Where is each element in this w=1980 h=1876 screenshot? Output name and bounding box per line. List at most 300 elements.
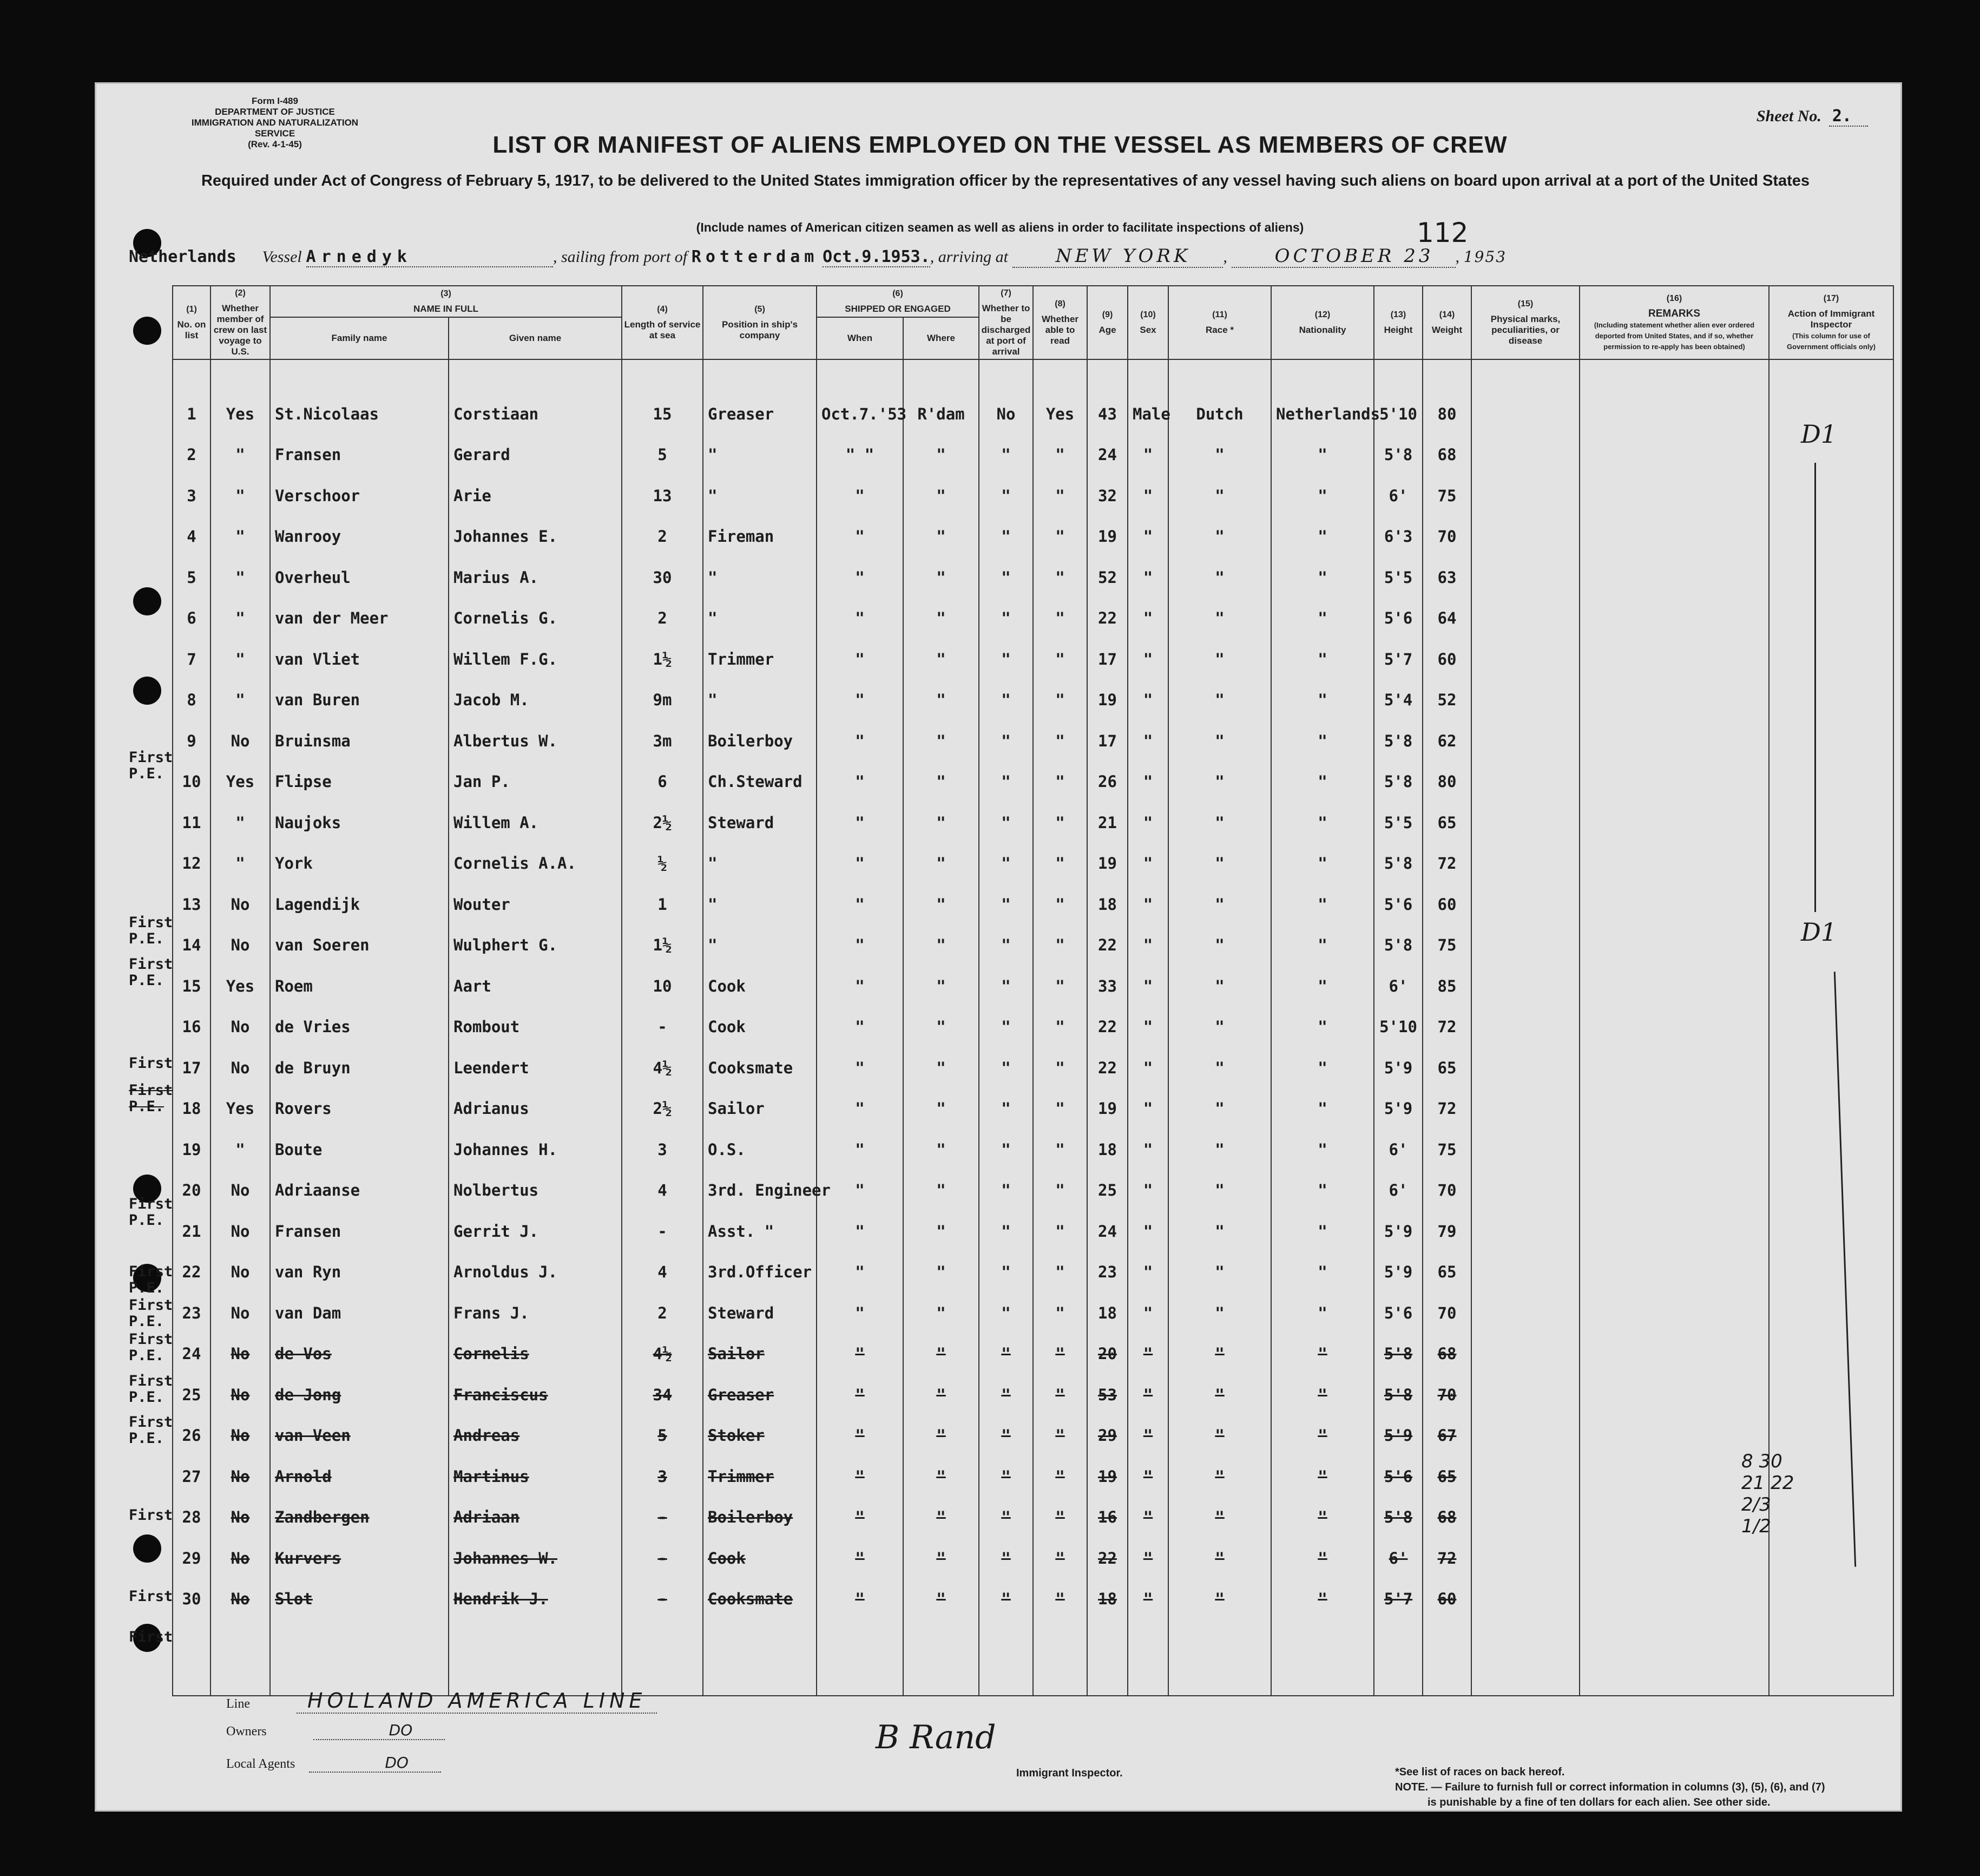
cell-family: van Dam: [270, 1293, 449, 1334]
cell-prev: No: [211, 1170, 270, 1211]
cell-weight: 75: [1423, 925, 1471, 966]
cell-remarks: [1580, 1211, 1769, 1252]
cell-when: ": [817, 639, 903, 680]
cell-sex: ": [1128, 1334, 1168, 1375]
cell-position: Cooksmate: [703, 1047, 817, 1088]
table-row: [173, 557, 1893, 598]
table-row: [173, 435, 1893, 476]
cell-service: 3: [622, 1456, 703, 1497]
margin-note-row-22: First P.E.: [129, 1297, 173, 1330]
cell-position: Boilerboy: [703, 1497, 817, 1538]
manifest-sheet: [95, 82, 1902, 1812]
cell-weight: 85: [1423, 966, 1471, 1007]
cell-weight: 65: [1423, 1047, 1471, 1088]
cell-service: 5: [622, 1415, 703, 1457]
cell-service: 1½: [622, 639, 703, 680]
table-row: [173, 1088, 1893, 1130]
cell-weight: 70: [1423, 516, 1471, 557]
line-label: Line: [226, 1697, 250, 1711]
cell-where: ": [903, 966, 979, 1007]
cell-no: 6: [173, 598, 211, 639]
cell-prev: ": [211, 598, 270, 639]
cell-prev: No: [211, 1211, 270, 1252]
cell-race: ": [1168, 1579, 1271, 1620]
form-revision: (Rev. 4-1-45): [248, 139, 302, 149]
cell-family: Naujoks: [270, 802, 449, 843]
cell-sex: ": [1128, 639, 1168, 680]
cell-family: Roem: [270, 966, 449, 1007]
cell-remarks: [1580, 1538, 1769, 1579]
cell-weight: 67: [1423, 1415, 1471, 1457]
cell-where: ": [903, 1293, 979, 1334]
cell-read: ": [1033, 475, 1087, 516]
cell-discharged: ": [979, 598, 1033, 639]
cell-given: Jan P.: [449, 762, 622, 803]
cell-prev: No: [211, 1047, 270, 1088]
cell-no: 8: [173, 680, 211, 721]
cell-family: Wanrooy: [270, 516, 449, 557]
cell-nationality: ": [1271, 1007, 1374, 1048]
inspector-signature: B Rand: [876, 1718, 996, 1756]
cell-remarks: [1580, 516, 1769, 557]
cell-no: 20: [173, 1170, 211, 1211]
page-subtitle: Required under Act of Congress of February 5, 1917, to be delivered to the United States immigration officer by the representatives of any vessel having such aliens on board upon arrival at a port of the United States: [201, 172, 1810, 189]
cell-sex: ": [1128, 435, 1168, 476]
cell-service: 6: [622, 762, 703, 803]
cell-no: 21: [173, 1211, 211, 1252]
cell-family: Boute: [270, 1129, 449, 1170]
cell-sex: ": [1128, 1211, 1168, 1252]
cell-action: [1769, 1252, 1893, 1293]
cell-sex: ": [1128, 884, 1168, 925]
cell-service: -: [622, 1579, 703, 1620]
cell-read: ": [1033, 843, 1087, 884]
table-row: [173, 1211, 1893, 1252]
cell-when: ": [817, 1293, 903, 1334]
cell-remarks: [1580, 1129, 1769, 1170]
cell-when: ": [817, 762, 903, 803]
cell-position: Cook: [703, 1007, 817, 1048]
table-row: [173, 843, 1893, 884]
cell-discharged: ": [979, 435, 1033, 476]
header-where: Where: [903, 317, 979, 359]
header-when: When: [817, 317, 903, 359]
cell-given: Johannes W.: [449, 1538, 622, 1579]
cell-physical: [1471, 516, 1580, 557]
cell-discharged: ": [979, 802, 1033, 843]
cell-service: -: [622, 1007, 703, 1048]
cell-where: ": [903, 435, 979, 476]
cell-race: ": [1168, 1374, 1271, 1415]
cell-given: Willem A.: [449, 802, 622, 843]
cell-prev: No: [211, 925, 270, 966]
cell-height: 5'9: [1374, 1252, 1423, 1293]
cell-position: Cooksmate: [703, 1579, 817, 1620]
cell-age: 43: [1087, 393, 1128, 435]
cell-discharged: ": [979, 1007, 1033, 1048]
cell-read: ": [1033, 802, 1087, 843]
subtitle-note: (Include names of American citizen seamen as well as aliens in order to facilitate inspections of aliens): [696, 220, 1304, 234]
cell-read: ": [1033, 557, 1087, 598]
cell-sex: ": [1128, 1293, 1168, 1334]
cell-nationality: ": [1271, 639, 1374, 680]
cell-service: 4: [622, 1170, 703, 1211]
header-given-name: Given name: [449, 317, 622, 359]
cell-no: 16: [173, 1007, 211, 1048]
cell-action: [1769, 1211, 1893, 1252]
cell-discharged: ": [979, 1538, 1033, 1579]
cell-service: 3m: [622, 720, 703, 762]
cell-read: ": [1033, 435, 1087, 476]
cell-age: 18: [1087, 884, 1128, 925]
cell-remarks: [1580, 1374, 1769, 1415]
cell-age: 19: [1087, 843, 1128, 884]
cell-discharged: ": [979, 1293, 1033, 1334]
cell-where: ": [903, 925, 979, 966]
cell-remarks: [1580, 762, 1769, 803]
cell-read: Yes: [1033, 393, 1087, 435]
cell-race: ": [1168, 1007, 1271, 1048]
cell-height: 5'10: [1374, 393, 1423, 435]
cell-no: 28: [173, 1497, 211, 1538]
cell-service: -: [622, 1538, 703, 1579]
cell-discharged: ": [979, 966, 1033, 1007]
arrival-date: OCTOBER 23: [1232, 245, 1456, 268]
cell-given: Johannes E.: [449, 516, 622, 557]
cell-remarks: [1580, 802, 1769, 843]
header-name-in-full: (3) NAME IN FULL: [270, 286, 622, 317]
cell-race: ": [1168, 598, 1271, 639]
cell-race: ": [1168, 1293, 1271, 1334]
cell-family: Fransen: [270, 435, 449, 476]
cell-sex: ": [1128, 1415, 1168, 1457]
cell-discharged: ": [979, 639, 1033, 680]
cell-service: 2½: [622, 802, 703, 843]
cell-weight: 62: [1423, 720, 1471, 762]
cell-family: de Bruyn: [270, 1047, 449, 1088]
cell-when: " ": [817, 435, 903, 476]
cell-height: 6': [1374, 475, 1423, 516]
cell-sex: ": [1128, 802, 1168, 843]
cell-remarks: [1580, 1047, 1769, 1088]
cell-remarks: [1580, 1415, 1769, 1457]
cell-physical: [1471, 598, 1580, 639]
cell-prev: No: [211, 884, 270, 925]
cell-read: ": [1033, 884, 1087, 925]
cell-family: Adriaanse: [270, 1170, 449, 1211]
cell-nationality: ": [1271, 1415, 1374, 1457]
cell-position: Greaser: [703, 393, 817, 435]
cell-given: Rombout: [449, 1007, 622, 1048]
cell-no: 3: [173, 475, 211, 516]
cell-position: Trimmer: [703, 1456, 817, 1497]
cell-action: [1769, 1334, 1893, 1375]
cell-sex: ": [1128, 1047, 1168, 1088]
races-note: *See list of races on back hereof.: [1395, 1766, 1565, 1778]
cell-given: Wulphert G.: [449, 925, 622, 966]
cell-action: [1769, 1007, 1893, 1048]
cell-prev: ": [211, 843, 270, 884]
cell-given: Frans J.: [449, 1293, 622, 1334]
cell-when: ": [817, 1579, 903, 1620]
cell-given: Albertus W.: [449, 720, 622, 762]
margin-note-row-20: First P.E.: [129, 1196, 173, 1229]
sheet-number-label: Sheet No.: [1756, 107, 1821, 125]
cell-position: Fireman: [703, 516, 817, 557]
cell-height: 6': [1374, 966, 1423, 1007]
cell-race: ": [1168, 1334, 1271, 1375]
cell-action: [1769, 1415, 1893, 1457]
header-physical-marks: (15) Physical marks, peculiarities, or disease: [1471, 286, 1580, 359]
cell-service: ½: [622, 843, 703, 884]
cell-discharged: ": [979, 843, 1033, 884]
cell-position: Trimmer: [703, 639, 817, 680]
cell-when: ": [817, 1538, 903, 1579]
cell-given: Gerrit J.: [449, 1211, 622, 1252]
cell-physical: [1471, 1088, 1580, 1130]
cell-remarks: [1580, 1334, 1769, 1375]
cell-discharged: ": [979, 1170, 1033, 1211]
cell-sex: ": [1128, 516, 1168, 557]
cell-read: ": [1033, 925, 1087, 966]
cell-when: ": [817, 1456, 903, 1497]
cell-height: 6': [1374, 1170, 1423, 1211]
cell-prev: ": [211, 802, 270, 843]
cell-sex: Male: [1128, 393, 1168, 435]
cell-read: ": [1033, 1129, 1087, 1170]
cell-sex: ": [1128, 1007, 1168, 1048]
cell-weight: 72: [1423, 1538, 1471, 1579]
cell-where: ": [903, 720, 979, 762]
cell-physical: [1471, 843, 1580, 884]
cell-race: ": [1168, 1211, 1271, 1252]
cell-where: ": [903, 1170, 979, 1211]
manifest-number: 112: [1417, 217, 1469, 248]
cell-discharged: ": [979, 1415, 1033, 1457]
cell-where: ": [903, 1538, 979, 1579]
cell-no: 12: [173, 843, 211, 884]
cell-age: 18: [1087, 1293, 1128, 1334]
cell-service: 2: [622, 598, 703, 639]
cell-physical: [1471, 1293, 1580, 1334]
cell-discharged: ": [979, 762, 1033, 803]
header-weight: (14) Weight: [1423, 286, 1471, 359]
cell-height: 5'8: [1374, 1374, 1423, 1415]
cell-action: [1769, 1047, 1893, 1088]
punch-hole: [133, 1534, 161, 1563]
cell-when: ": [817, 1047, 903, 1088]
cell-service: 34: [622, 1374, 703, 1415]
cell-prev: Yes: [211, 966, 270, 1007]
cell-when: ": [817, 1088, 903, 1130]
cell-position: 3rd.Officer: [703, 1252, 817, 1293]
cell-nationality: ": [1271, 762, 1374, 803]
cell-age: 20: [1087, 1334, 1128, 1375]
cell-action: [1769, 843, 1893, 884]
cell-physical: [1471, 1170, 1580, 1211]
cell-physical: [1471, 1538, 1580, 1579]
cell-physical: [1471, 393, 1580, 435]
cell-position: ": [703, 557, 817, 598]
cell-height: 5'8: [1374, 843, 1423, 884]
cell-where: ": [903, 1047, 979, 1088]
cell-weight: 80: [1423, 762, 1471, 803]
vessel-name: Arnedyk: [306, 247, 553, 267]
cell-no: 9: [173, 720, 211, 762]
cell-race: ": [1168, 1047, 1271, 1088]
cell-service: 13: [622, 475, 703, 516]
cell-where: ": [903, 802, 979, 843]
cell-physical: [1471, 1047, 1580, 1088]
cell-no: 27: [173, 1456, 211, 1497]
vessel-flag: Netherlands: [129, 247, 236, 266]
cell-read: ": [1033, 1293, 1087, 1334]
cell-age: 19: [1087, 516, 1128, 557]
cell-position: ": [703, 475, 817, 516]
cell-sex: ": [1128, 1579, 1168, 1620]
cell-family: Flipse: [270, 762, 449, 803]
cell-sex: ": [1128, 475, 1168, 516]
cell-read: ": [1033, 1497, 1087, 1538]
cell-prev: ": [211, 557, 270, 598]
vessel-label: Vessel: [262, 248, 302, 266]
cell-where: ": [903, 1211, 979, 1252]
cell-race: ": [1168, 966, 1271, 1007]
cell-action: [1769, 680, 1893, 721]
cell-nationality: ": [1271, 1334, 1374, 1375]
cell-age: 23: [1087, 1252, 1128, 1293]
cell-when: ": [817, 1211, 903, 1252]
cell-where: ": [903, 1252, 979, 1293]
cell-action: [1769, 802, 1893, 843]
cell-height: 5'6: [1374, 1293, 1423, 1334]
cell-physical: [1471, 1497, 1580, 1538]
cell-when: ": [817, 1415, 903, 1457]
cell-no: 17: [173, 1047, 211, 1088]
cell-age: 18: [1087, 1579, 1128, 1620]
table-row: [173, 1415, 1893, 1457]
cell-when: ": [817, 557, 903, 598]
header-list-number: (1) No. on list: [173, 286, 211, 359]
cell-race: ": [1168, 475, 1271, 516]
table-row: [173, 1497, 1893, 1538]
cell-age: 29: [1087, 1415, 1128, 1457]
cell-prev: ": [211, 680, 270, 721]
footer-notes: [1395, 1765, 1882, 1810]
cell-height: 5'9: [1374, 1211, 1423, 1252]
cell-position: Sailor: [703, 1088, 817, 1130]
cell-sex: ": [1128, 762, 1168, 803]
cell-physical: [1471, 802, 1580, 843]
cell-race: ": [1168, 884, 1271, 925]
margin-note-row-21: First P.E.: [129, 1263, 173, 1296]
cell-given: Franciscus: [449, 1374, 622, 1415]
cell-discharged: ": [979, 1252, 1033, 1293]
cell-position: ": [703, 435, 817, 476]
table-row: [173, 1170, 1893, 1211]
department-name: DEPARTMENT OF JUSTICE: [215, 107, 335, 117]
margin-note-row-17: First P.E.: [129, 1082, 173, 1115]
punch-hole: [133, 317, 161, 345]
cell-prev: No: [211, 1415, 270, 1457]
cell-nationality: ": [1271, 1497, 1374, 1538]
margin-note-row-27: First: [129, 1507, 173, 1524]
cell-position: Cook: [703, 966, 817, 1007]
header-age: (9) Age: [1087, 286, 1128, 359]
table-row: [173, 762, 1893, 803]
inspector-label: Immigrant Inspector.: [1016, 1767, 1123, 1779]
cell-height: 5'9: [1374, 1047, 1423, 1088]
arrival-port: NEW YORK: [1012, 245, 1223, 268]
cell-weight: 72: [1423, 1088, 1471, 1130]
cell-prev: No: [211, 1007, 270, 1048]
cell-weight: 79: [1423, 1211, 1471, 1252]
cell-sex: ": [1128, 966, 1168, 1007]
cell-height: 6': [1374, 1538, 1423, 1579]
cell-read: ": [1033, 680, 1087, 721]
cell-height: 6'3: [1374, 516, 1423, 557]
cell-prev: No: [211, 1538, 270, 1579]
cell-nationality: ": [1271, 1170, 1374, 1211]
cell-weight: 68: [1423, 1497, 1471, 1538]
cell-position: Ch.Steward: [703, 762, 817, 803]
margin-note-row-13: First P.E.: [129, 914, 173, 947]
cell-family: van Ryn: [270, 1252, 449, 1293]
margin-note-row-29: First: [129, 1588, 173, 1605]
cell-given: Jacob M.: [449, 680, 622, 721]
cell-family: de Vries: [270, 1007, 449, 1048]
cell-when: ": [817, 1374, 903, 1415]
punch-hole: [133, 677, 161, 705]
cell-read: ": [1033, 516, 1087, 557]
cell-prev: No: [211, 1456, 270, 1497]
cell-nationality: ": [1271, 1129, 1374, 1170]
cell-service: 15: [622, 393, 703, 435]
cell-given: Corstiaan: [449, 393, 622, 435]
cell-given: Cornelis A.A.: [449, 843, 622, 884]
cell-race: ": [1168, 720, 1271, 762]
table-row: [173, 925, 1893, 966]
header-previous-voyage: (2) Whether member of crew on last voyage to U.S.: [211, 286, 270, 359]
cell-remarks: [1580, 1456, 1769, 1497]
cell-given: Aart: [449, 966, 622, 1007]
cell-family: Rovers: [270, 1088, 449, 1130]
cell-height: 5'9: [1374, 1088, 1423, 1130]
cell-weight: 72: [1423, 843, 1471, 884]
cell-physical: [1471, 925, 1580, 966]
table-row: [173, 966, 1893, 1007]
cell-discharged: ": [979, 1334, 1033, 1375]
cell-family: van Buren: [270, 680, 449, 721]
cell-race: ": [1168, 1170, 1271, 1211]
cell-action: [1769, 1293, 1893, 1334]
cell-given: Arie: [449, 475, 622, 516]
cell-race: ": [1168, 1088, 1271, 1130]
cell-height: 5'8: [1374, 1497, 1423, 1538]
table-row: [173, 680, 1893, 721]
cell-remarks: [1580, 1170, 1769, 1211]
cell-family: Zandbergen: [270, 1497, 449, 1538]
owners-label: Owners: [226, 1724, 267, 1739]
cell-discharged: ": [979, 925, 1033, 966]
cell-where: ": [903, 1129, 979, 1170]
cell-where: ": [903, 884, 979, 925]
cell-action: [1769, 598, 1893, 639]
cell-position: ": [703, 598, 817, 639]
cell-position: Steward: [703, 802, 817, 843]
cell-physical: [1471, 1415, 1580, 1457]
cell-read: ": [1033, 1170, 1087, 1211]
